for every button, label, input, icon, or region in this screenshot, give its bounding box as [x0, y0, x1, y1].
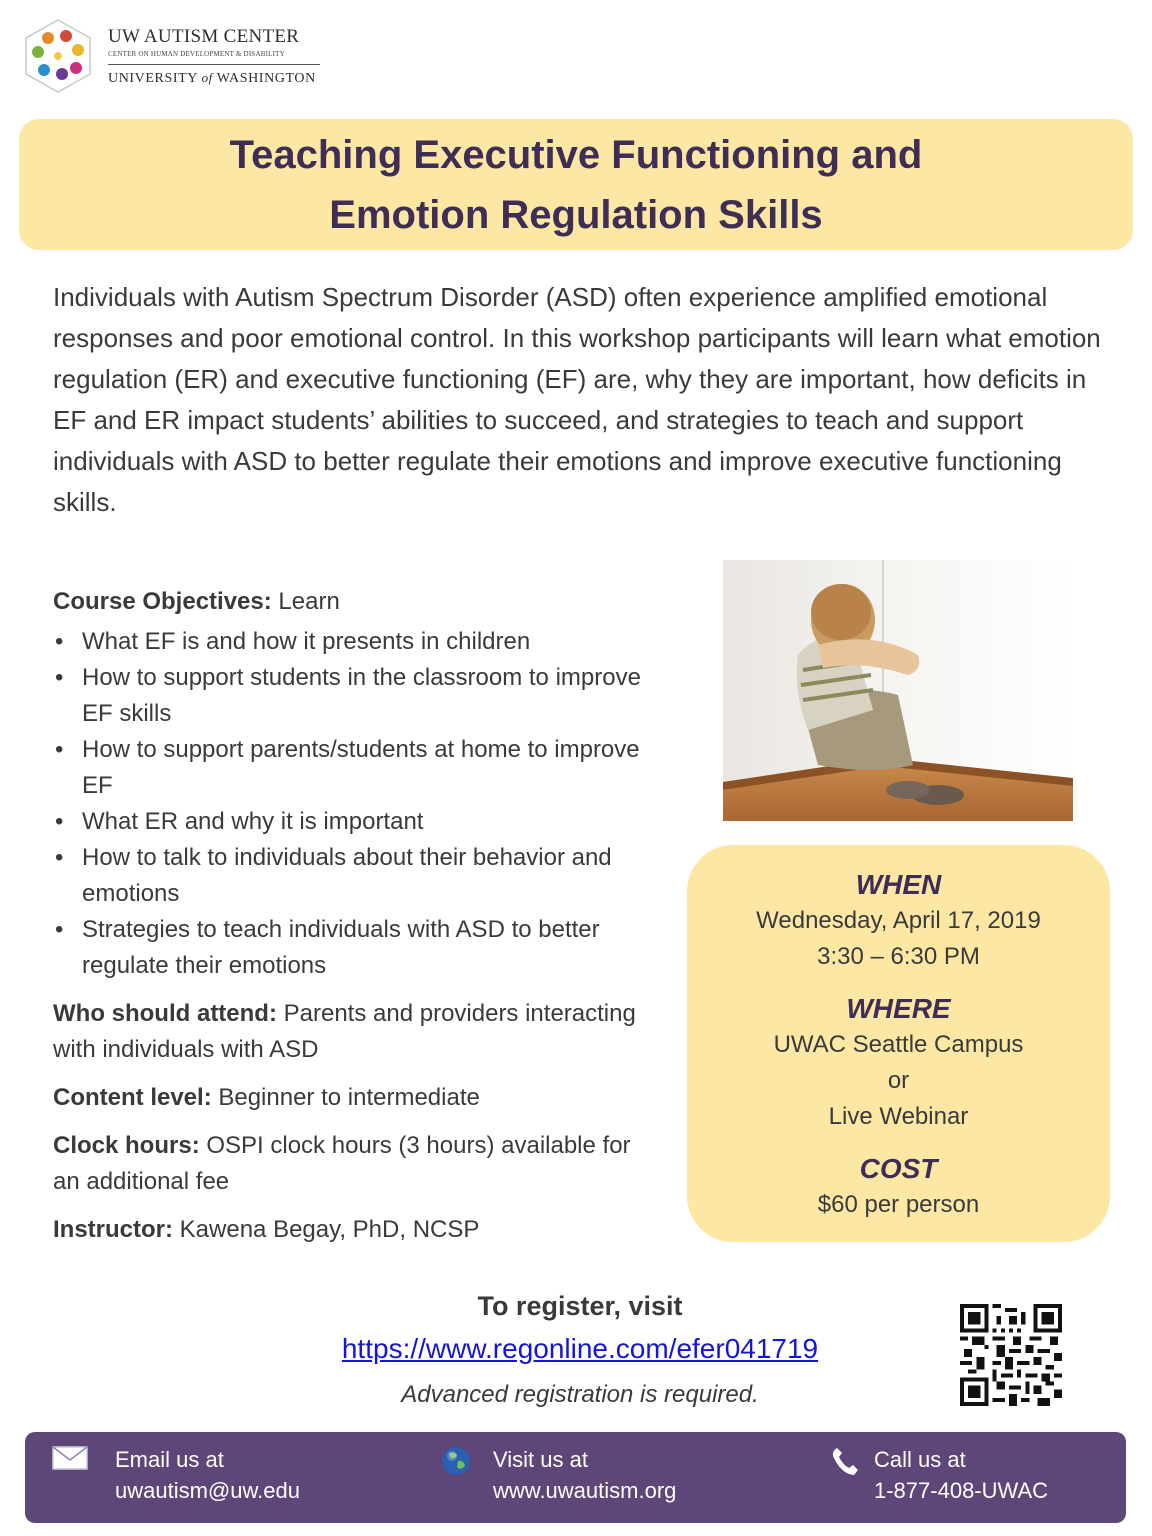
logo-text — [108, 26, 320, 87]
workshop-details — [53, 584, 663, 1260]
event-cost: $60 per person — [817, 1191, 980, 1218]
phone-number[interactable]: 1-877-408-UWAC — [874, 1478, 1049, 1503]
registration-note: Advanced registration is required. — [401, 1381, 759, 1408]
intro-paragraph: Individuals with Autism Spectrum Disorder (ASD) often experience amplified emotional responses and poor emotional control. In this workshop participants will learn what emotion regulation (ER) and executive functioning (EF) are, why they are important, how deficits in EF and ER impact students’ abilities to succeed, and strategies to teach and support individuals with ASD to better regulate their emotions and improve executive functioning skills. — [53, 282, 1101, 517]
who-should-attend: Who should attend: Parents and providers interacting with individuals with ASD — [53, 1000, 636, 1063]
website-link[interactable]: www.uwautism.org — [493, 1478, 677, 1503]
registration-link[interactable]: https://www.regonline.com/efer041719 — [341, 1333, 819, 1364]
center-name: UW AUTISM CENTER — [108, 26, 300, 47]
globe-icon — [441, 1446, 471, 1476]
child-photo — [723, 560, 1073, 821]
list-item: • How to support parents/students at home to improve EF — [53, 732, 663, 804]
web-contact — [493, 1444, 676, 1506]
title-banner — [19, 119, 1133, 250]
clock-hours: Clock hours: OSPI clock hours (3 hours) available for an additional fee — [53, 1132, 631, 1195]
uw-autism-logo-icon — [22, 18, 94, 94]
logo-divider — [108, 64, 320, 65]
where-heading: WHERE — [846, 993, 951, 1024]
list-item: • How to talk to individuals about their behavior and emotions — [53, 840, 663, 912]
email-contact — [115, 1444, 300, 1506]
objectives-heading: Course Objectives: Learn — [53, 588, 340, 615]
location-webinar: Live Webinar — [828, 1103, 969, 1130]
event-time: 3:30 – 6:30 PM — [817, 943, 980, 970]
university-name: UNIVERSITY of WASHINGTON — [108, 70, 316, 86]
registration-section — [180, 1287, 980, 1413]
event-date: Wednesday, April 17, 2019 — [756, 907, 1041, 934]
mail-icon — [52, 1446, 88, 1470]
phone-contact — [874, 1444, 1048, 1506]
email-label: Email us at — [115, 1447, 224, 1472]
list-item: • Strategies to teach individuals with ASD to better regulate their emotions — [53, 912, 663, 984]
phone-icon — [831, 1446, 859, 1476]
location-campus: UWAC Seattle Campus — [773, 1031, 1024, 1058]
instructor: Instructor: Kawena Begay, PhD, NCSP — [53, 1216, 480, 1243]
register-heading: To register, visit — [477, 1291, 683, 1321]
event-info-box — [687, 845, 1110, 1242]
list-item: • What EF is and how it presents in children — [53, 624, 663, 660]
list-item: • What ER and why it is important — [53, 804, 663, 840]
qr-code-icon[interactable] — [960, 1304, 1062, 1406]
location-or: or — [887, 1067, 910, 1094]
list-item: • How to support students in the classroom to improve EF skills — [53, 660, 663, 732]
web-label: Visit us at — [493, 1447, 588, 1472]
phone-label: Call us at — [874, 1447, 966, 1472]
email-address[interactable]: uwautism@uw.edu — [115, 1478, 300, 1503]
objectives-list — [53, 624, 663, 984]
when-heading: WHEN — [855, 869, 942, 900]
content-level: Content level: Beginner to intermediate — [53, 1084, 480, 1111]
contact-footer — [25, 1432, 1126, 1523]
page-title-line-1: Teaching Executive Functioning and — [229, 132, 923, 177]
page-title-line-2: Emotion Regulation Skills — [329, 192, 823, 237]
center-subtitle: CENTER ON HUMAN DEVELOPMENT & DISABILITY — [108, 50, 285, 58]
cost-heading: COST — [859, 1153, 938, 1184]
